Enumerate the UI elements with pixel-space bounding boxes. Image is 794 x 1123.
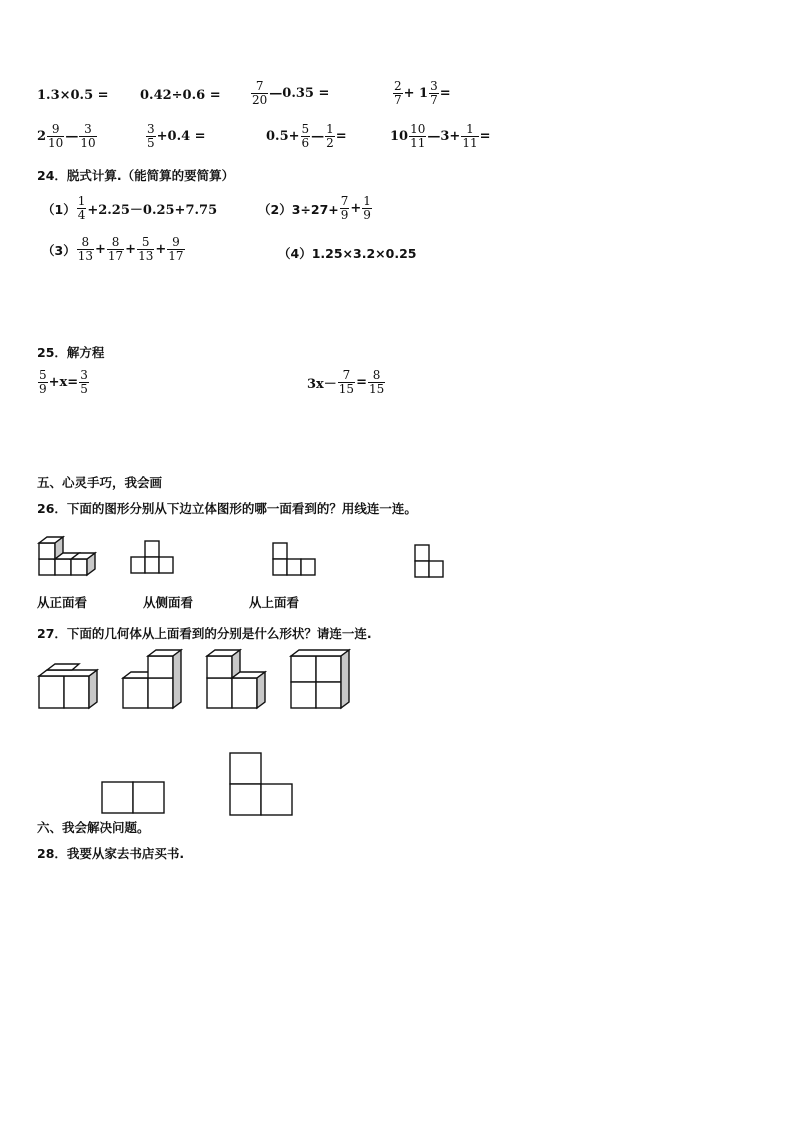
section6-title: 六、我会解决问题。 xyxy=(37,820,150,835)
expr-text: + 1 xyxy=(403,86,429,101)
q26-view-1 xyxy=(130,540,178,574)
q25-title: 25．解方程 xyxy=(37,345,105,360)
q27-solid-2 xyxy=(122,648,186,710)
fraction: $\frac{7}{15}$ xyxy=(338,368,355,396)
q24-p2 xyxy=(258,195,373,222)
fraction: $\frac{7}{9}$ xyxy=(340,194,349,222)
q26-label-side: 从侧面看 xyxy=(143,595,194,610)
problem-label: （4）1.25×3.2×0.25 xyxy=(278,246,417,261)
oral-r1-d xyxy=(392,80,451,107)
expr-text: 0.5+ xyxy=(266,129,300,144)
oral-r2-b xyxy=(145,123,206,150)
fraction: $\frac{5}{9}$ xyxy=(39,368,47,396)
q25-eq1 xyxy=(37,369,90,396)
fraction: $\frac{8}{15}$ xyxy=(368,368,385,396)
oral-r1-a: 1.3×0.5 = xyxy=(37,88,109,103)
expr-text: — xyxy=(65,129,79,144)
q26-label-top: 从上面看 xyxy=(249,595,300,610)
q26-title: 26．下面的图形分别从下边立体图形的哪一面看到的？用线连一连。 xyxy=(37,501,417,516)
fraction: $\frac{3}{5}$ xyxy=(147,122,155,150)
fraction: $\frac{3}{5}$ xyxy=(80,368,88,396)
fraction: $\frac{5}{6}$ xyxy=(301,122,310,150)
fraction: $\frac{8}{13}$ xyxy=(77,235,93,263)
expr-text: +2.25－0.25+7.75 xyxy=(87,203,218,218)
q25-eq2 xyxy=(307,369,386,396)
fraction: $\frac{5}{13}$ xyxy=(138,235,154,263)
fraction: $\frac{7}{20}$ xyxy=(252,79,268,107)
oral-r2-c xyxy=(266,123,347,150)
fraction: $\frac{9}{17}$ xyxy=(168,235,184,263)
q27-top-view-1 xyxy=(101,781,167,815)
q27-solid-1 xyxy=(38,662,102,710)
oral-r2-d xyxy=(390,123,491,150)
expr-text: +x= xyxy=(48,375,79,390)
plus-sign: + xyxy=(94,242,106,257)
fraction: $\frac{1}{2}$ xyxy=(326,122,334,150)
fraction: $\frac{2}{7}$ xyxy=(394,79,402,107)
whole-number: 2 xyxy=(37,129,47,144)
q27-title: 27．下面的几何体从上面看到的分别是什么形状？请连一连. xyxy=(37,626,372,641)
q27-top-view-2 xyxy=(229,752,295,816)
expr-text: —3+ xyxy=(427,129,461,144)
q24-title: 24．脱式计算.（能简算的要简算） xyxy=(37,168,235,183)
expr-text: +0.4 = xyxy=(156,129,206,144)
whole-number: 10 xyxy=(390,129,409,144)
q26-view-3 xyxy=(414,544,448,580)
expr-text: = xyxy=(356,375,367,390)
fraction: $\frac{1}{9}$ xyxy=(363,194,371,222)
q26-view-2 xyxy=(272,542,320,576)
expr-text: 3x－ xyxy=(307,377,337,392)
problem-label: （1） xyxy=(42,201,76,217)
expr-text: —0.35 = xyxy=(269,86,330,101)
oral-r1-b: 0.42÷0.6 = xyxy=(140,88,221,103)
fraction: $\frac{3}{10}$ xyxy=(80,122,96,150)
expr-text: = xyxy=(479,129,491,144)
q24-p3 xyxy=(42,236,186,263)
fraction: $\frac{10}{11}$ xyxy=(410,122,426,150)
fraction: $\frac{9}{10}$ xyxy=(48,122,64,150)
expr-text: — xyxy=(311,129,325,144)
expr-text: + xyxy=(350,201,362,216)
q27-solid-4 xyxy=(290,648,354,710)
plus-sign: + xyxy=(125,242,137,257)
q28-title: 28．我要从家去书店买书. xyxy=(37,846,185,861)
problem-label: （2）3÷27+ xyxy=(258,201,339,217)
oral-r2-a xyxy=(37,123,98,150)
q27-solid-3 xyxy=(206,648,270,710)
expr-text: = xyxy=(335,129,347,144)
fraction: $\frac{3}{7}$ xyxy=(430,79,438,107)
fraction: $\frac{1}{4}$ xyxy=(77,194,86,222)
section5-title: 五、心灵手巧，我会画 xyxy=(37,475,163,490)
plus-sign: + xyxy=(155,242,167,257)
fraction: $\frac{1}{11}$ xyxy=(462,122,478,150)
problem-label: （3） xyxy=(42,242,76,258)
q24-p1 xyxy=(42,195,217,222)
q26-label-front: 从正面看 xyxy=(37,595,88,610)
q26-solid-figure xyxy=(38,534,102,576)
expr-text: = xyxy=(439,86,451,101)
oral-r1-c xyxy=(250,80,329,107)
fraction: $\frac{8}{17}$ xyxy=(107,235,124,263)
q24-p4 xyxy=(278,244,416,262)
